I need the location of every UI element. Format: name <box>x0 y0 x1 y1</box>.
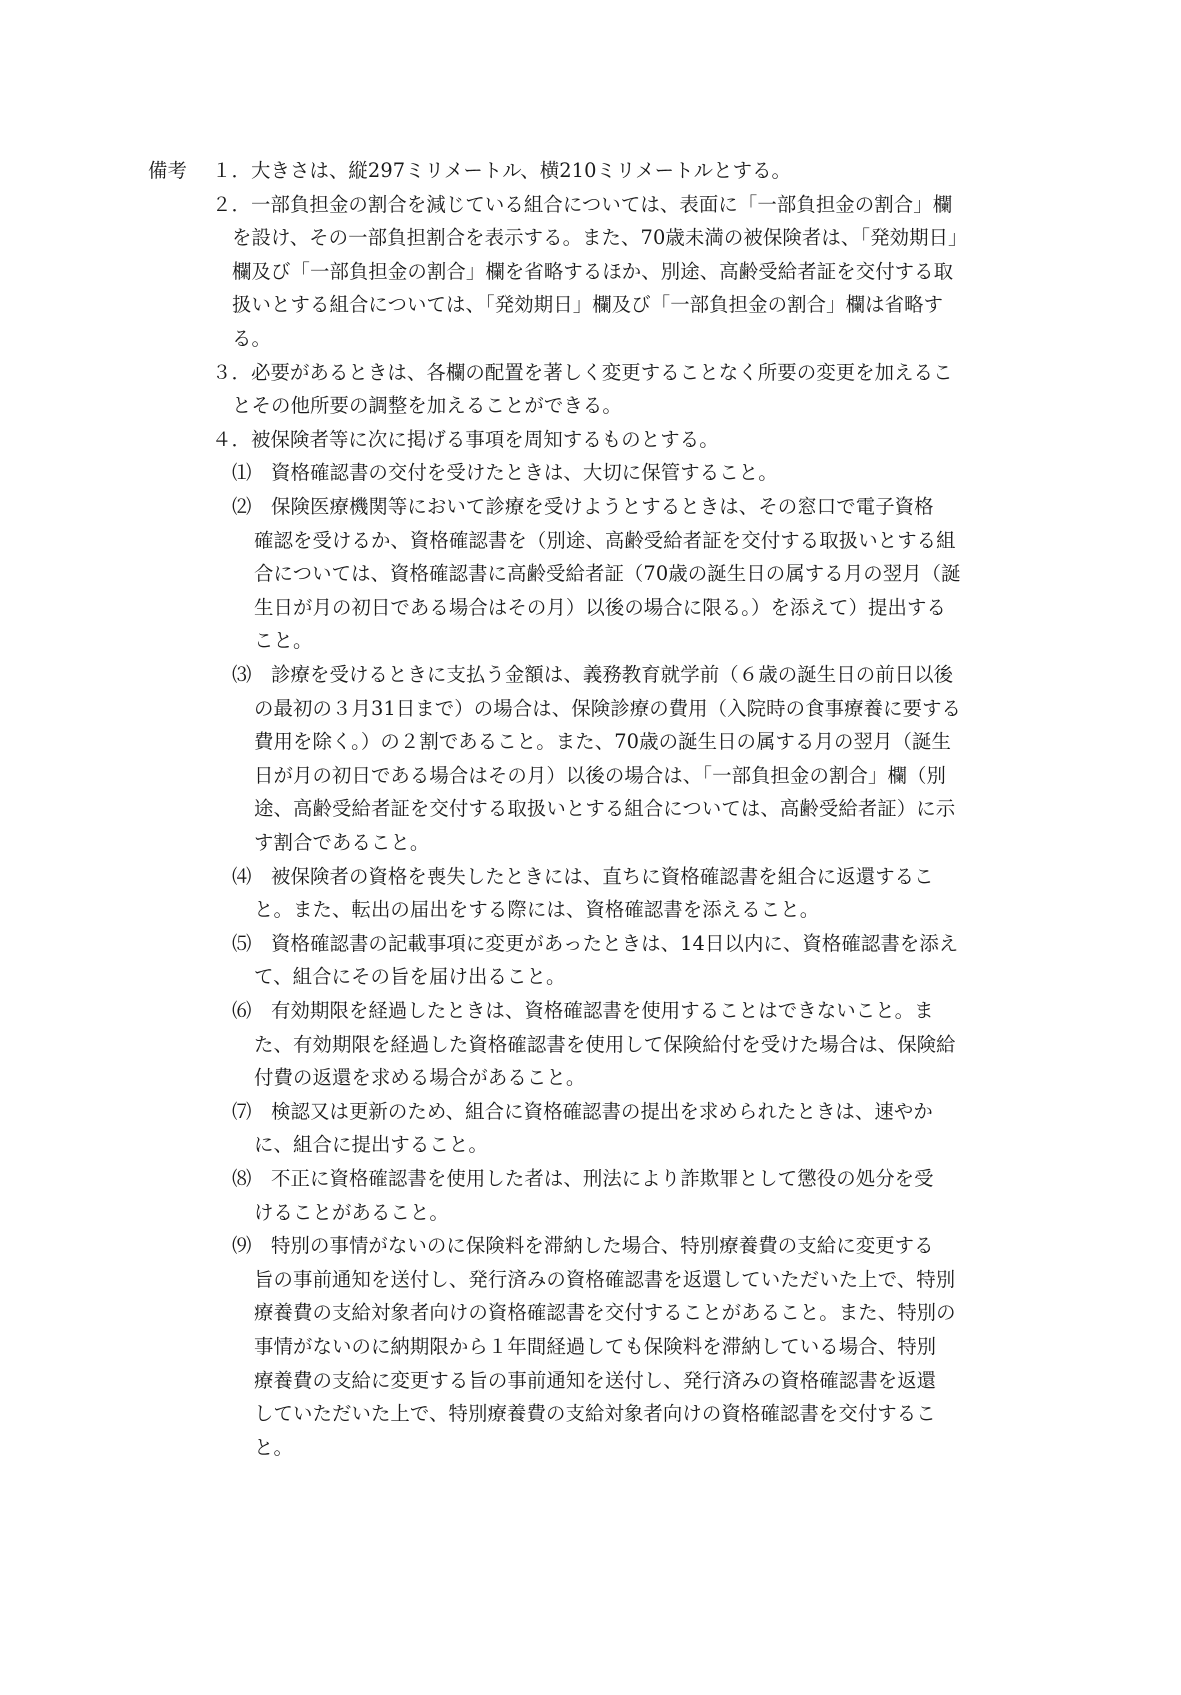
remarks-line: た、有効期限を経過した資格確認書を使用して保険給付を受けた場合は、保険給 <box>254 1032 956 1056</box>
remarks-line: ⑶ 診療を受けるときに支払う金額は、義務教育就学前（６歳の誕生日の前日以後 <box>232 663 954 686</box>
remarks-heading: 備考 <box>148 159 187 182</box>
remarks-line: ⑴ 資格確認書の交付を受けたときは、大切に保管すること。 <box>232 461 778 485</box>
remarks-line: と。また、転出の届出をする際には、資格確認書を添えること。 <box>254 898 820 922</box>
remarks-line: ⑺ 検認又は更新のため、組合に資格確認書の提出を求められたときは、速やか <box>232 1099 933 1123</box>
remarks-line: 日が月の初日である場合はその月）以後の場合は、「一部負担金の割合」欄（別 <box>254 763 946 787</box>
remarks-line: 療養費の支給対象者向けの資格確認書を交付することがあること。また、特別の <box>254 1301 956 1325</box>
remarks-line: 合については、資格確認書に高齢受給者証（70歳の誕生日の属する月の翌月（誕 <box>254 562 961 586</box>
remarks-line: ⑹ 有効期限を経過したときは、資格確認書を使用することはできないこと。ま <box>232 999 934 1022</box>
remarks-line: す割合であること。 <box>254 831 430 854</box>
remarks-line: て、組合にその旨を届け出ること。 <box>254 965 566 989</box>
remarks-line: ４．被保険者等に次に掲げる事項を周知するものとする。 <box>212 427 719 451</box>
remarks-line: 生日が月の初日である場合はその月）以後の場合に限る。）を添えて）提出する <box>254 595 946 619</box>
remarks-line: と。 <box>254 1435 293 1459</box>
remarks-line: ⑵ 保険医療機関等において診療を受けようとするときは、その窓口で電子資格 <box>232 495 934 518</box>
remarks-line: 付費の返還を求める場合があること。 <box>254 1066 586 1090</box>
remarks-line: 途、高齢受給者証を交付する取扱いとする組合については、高齢受給者証）に示 <box>254 797 956 821</box>
remarks-line: 療養費の支給に変更する旨の事前通知を送付し、発行済みの資格確認書を返還 <box>254 1368 937 1392</box>
remarks-line: に、組合に提出すること。 <box>254 1133 488 1157</box>
remarks-line: を設け、その一部負担割合を表示する。また、70歳未満の被保険者は、「発効期日」 <box>232 226 968 250</box>
remarks-line: とその他所要の調整を加えることができる。 <box>232 394 622 418</box>
remarks-line: 費用を除く。）の２割であること。また、70歳の誕生日の属する月の翌月（誕生 <box>254 730 951 754</box>
remarks-line: ３．必要があるときは、各欄の配置を著しく変更することなく所要の変更を加えるこ <box>212 360 953 384</box>
remarks-line: 扱いとする組合については、「発効期日」欄及び「一部負担金の割合」欄は省略す <box>232 293 944 317</box>
remarks-line: る。 <box>232 327 271 350</box>
remarks-line: ⑼ 特別の事情がないのに保険料を滞納した場合、特別療養費の支給に変更する <box>232 1234 934 1258</box>
remarks-line: １．大きさは、縦297ミリメートル、横210ミリメートルとする。 <box>212 159 792 182</box>
remarks-line: 欄及び「一部負担金の割合」欄を省略するほか、別途、高齢受給者証を交付する取 <box>232 259 954 283</box>
remarks-line: ⑸ 資格確認書の記載事項に変更があったときは、14日以内に、資格確認書を添え <box>232 931 959 955</box>
remarks-line: こと。 <box>254 629 313 653</box>
remarks-line: 旨の事前通知を送付し、発行済みの資格確認書を返還していただいた上で、特別 <box>254 1267 956 1291</box>
remarks-line: ⑻ 不正に資格確認書を使用した者は、刑法により詐欺罪として懲役の処分を受 <box>232 1167 934 1190</box>
remarks-line: ⑷ 被保険者の資格を喪失したときには、直ちに資格確認書を組合に返還するこ <box>232 864 934 888</box>
remarks-line: 事情がないのに納期限から１年間経過しても保険料を滞納している場合、特別 <box>254 1335 937 1358</box>
remarks-line: していただいた上で、特別療養費の支給対象者向けの資格確認書を交付するこ <box>254 1402 936 1426</box>
remarks-line: ２．一部負担金の割合を減じている組合については、表面に「一部負担金の割合」欄 <box>212 192 953 216</box>
remarks-line: の最初の３月31日まで）の場合は、保険診療の費用（入院時の食事療養に要する <box>254 696 962 720</box>
remarks-line: 確認を受けるか、資格確認書を（別途、高齢受給者証を交付する取扱いとする組 <box>254 528 956 552</box>
remarks-line: けることがあること。 <box>254 1200 449 1224</box>
